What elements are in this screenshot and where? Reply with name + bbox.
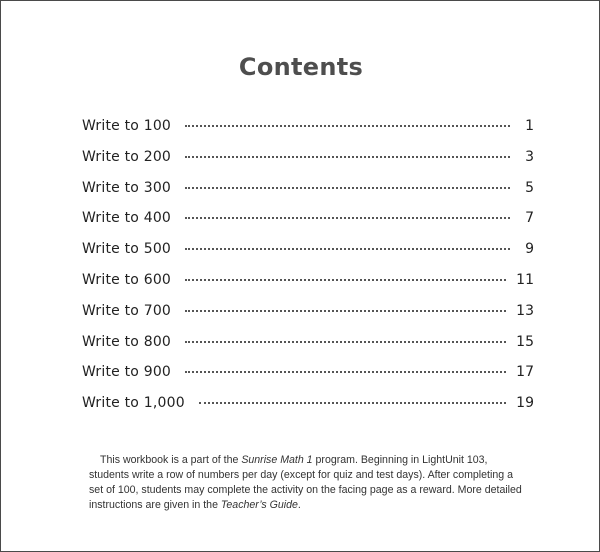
toc-entry-label: Write to 700 [82,302,172,319]
dot-leader [185,156,510,158]
toc-entry-label: Write to 200 [82,148,172,165]
toc-entry-page: 1 [525,118,534,134]
program-name: Sunrise Math 1 [241,453,313,466]
note-text: . [297,498,301,511]
dot-leader [185,310,506,312]
toc-entry-page: 17 [516,364,534,381]
toc-entry-page: 3 [525,148,534,165]
dot-leader [185,187,510,189]
toc-entry-page: 5 [525,179,534,196]
toc-entry-page: 13 [516,302,534,319]
guide-name: Teacher’s Guide [220,498,298,511]
toc-entry-page: 7 [525,210,534,227]
toc-entry-label: Write to 1,000 [82,395,185,412]
page-title: Contents [238,53,364,81]
toc-entry [82,180,534,200]
toc-entry [82,364,534,384]
toc-entry [82,334,534,354]
dot-leader [185,371,506,373]
toc-entry-page: 11 [516,271,534,288]
toc-entry-label: Write to 900 [82,364,172,381]
toc-entry-label: Write to 300 [82,179,172,196]
toc-entry-page: 9 [525,241,534,258]
dot-leader [185,248,510,250]
toc-entry-page: 15 [516,333,534,350]
toc-entry-page: 19 [516,395,534,412]
toc-entry [82,149,534,169]
toc-entry [82,303,534,323]
table-of-contents [82,118,534,426]
dot-leader [185,341,506,343]
dot-leader [199,402,506,404]
dot-leader [185,125,510,127]
toc-entry-label: Write to 500 [82,241,172,258]
dot-leader [185,279,506,281]
toc-entry-label: Write to 100 [82,118,172,134]
toc-entry [82,118,534,138]
workbook-note [89,453,529,513]
toc-entry-label: Write to 600 [82,271,172,288]
toc-entry [82,395,534,415]
toc-entry-label: Write to 800 [82,333,172,350]
note-text: This workbook is a part of the [100,453,242,466]
toc-entry [82,210,534,230]
toc-entry [82,241,534,261]
note-text: program. Beginning in LightUnit 103, students write a row of numbers per day (except for quiz and test days). After completing a set of 100, students may complete the activity on the facing page as a reward. More detailed instructions are given in the [89,453,522,511]
dot-leader [185,217,510,219]
toc-entry [82,272,534,292]
toc-entry-label: Write to 400 [82,210,172,227]
